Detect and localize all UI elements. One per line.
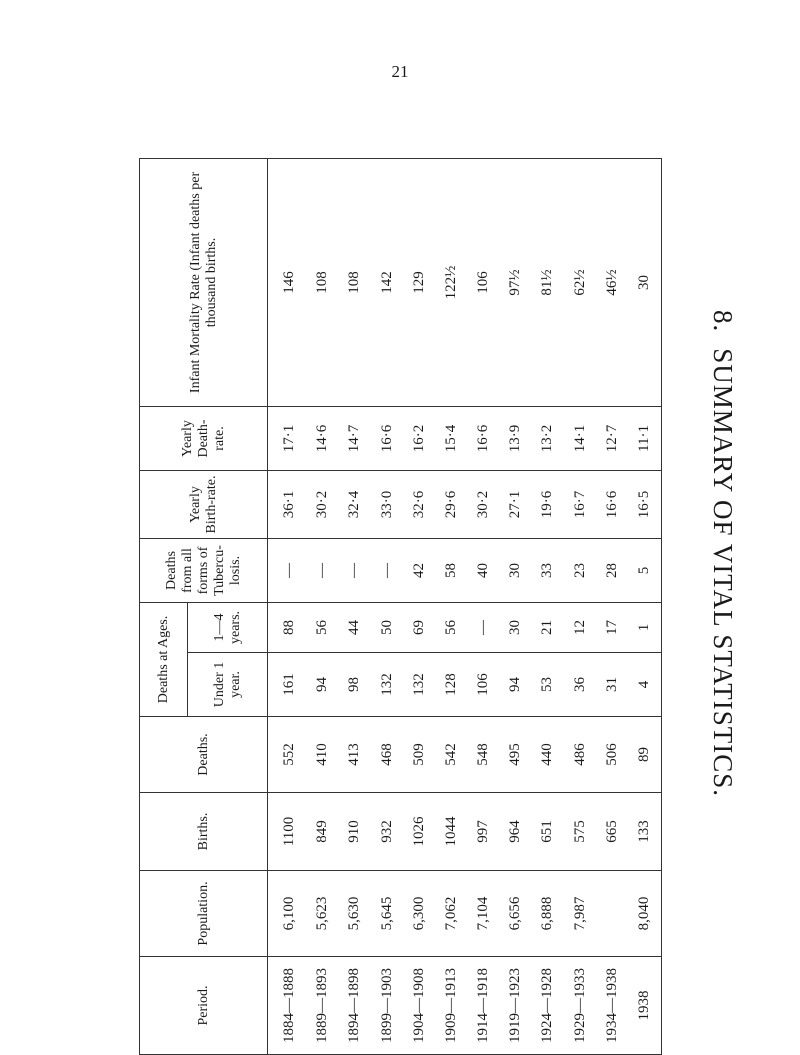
cell-death-rate: 16·6: [468, 406, 500, 470]
cell-tb: 58: [435, 538, 467, 602]
section-title-text: SUMMARY OF VITAL STATISTICS.: [708, 348, 738, 797]
section-title: [707, 310, 738, 813]
cell-infant: 97½: [500, 158, 532, 406]
table-row: [564, 158, 596, 1054]
table-row: [468, 158, 500, 1054]
cell-population: 7,104: [468, 871, 500, 957]
cell-birth-rate: 29·6: [435, 470, 467, 538]
cell-population: 6,300: [403, 871, 435, 957]
cell-population: 8,040: [628, 871, 661, 957]
cell-period: 1909—1913: [435, 957, 467, 1055]
cell-birth-rate: 16·5: [628, 470, 661, 538]
cell-tb: 5: [628, 538, 661, 602]
cell-under-1: 128: [435, 653, 467, 717]
cell-infant: 81½: [532, 158, 564, 406]
cell-death-rate: 11·1: [628, 406, 661, 470]
cell-births: 932: [371, 793, 403, 871]
cell-period: 1894—1898: [339, 957, 371, 1055]
header-births: Births.: [140, 793, 268, 871]
vital-statistics-table-wrapper: [139, 159, 662, 1055]
cell-under-1: 132: [371, 653, 403, 717]
cell-death-rate: 12·7: [596, 406, 628, 470]
cell-population: 5,645: [371, 871, 403, 957]
cell-infant: 122½: [435, 158, 467, 406]
cell-deaths: 506: [596, 717, 628, 793]
cell-death-rate: 13·2: [532, 406, 564, 470]
cell-deaths: 413: [339, 717, 371, 793]
cell-population: 6,100: [268, 871, 307, 957]
cell-under-1: 94: [500, 653, 532, 717]
cell-birth-rate: 36·1: [268, 470, 307, 538]
cell-tb: —: [371, 538, 403, 602]
page-number: 21: [391, 62, 409, 81]
cell-deaths: 509: [403, 717, 435, 793]
cell-ages-1-4: —: [468, 602, 500, 652]
cell-birth-rate: 27·1: [500, 470, 532, 538]
cell-tb: —: [307, 538, 339, 602]
cell-birth-rate: 19·6: [532, 470, 564, 538]
cell-ages-1-4: 44: [339, 602, 371, 652]
cell-period: 1934—1938: [596, 957, 628, 1055]
cell-period: 1904—1908: [403, 957, 435, 1055]
cell-birth-rate: 32·6: [403, 470, 435, 538]
cell-population: 6,656: [500, 871, 532, 957]
cell-death-rate: 15·4: [435, 406, 467, 470]
cell-population: 5,623: [307, 871, 339, 957]
cell-under-1: 106: [468, 653, 500, 717]
cell-ages-1-4: 50: [371, 602, 403, 652]
header-deaths-at-ages: Deaths at Ages.: [140, 602, 188, 716]
cell-death-rate: 14·1: [564, 406, 596, 470]
table-row: [339, 158, 371, 1054]
table-row: [500, 158, 532, 1054]
cell-births: 1026: [403, 793, 435, 871]
section-number: 8.: [708, 310, 738, 333]
header-birth-rate: Yearly Birth-rate.: [140, 470, 268, 538]
cell-ages-1-4: 56: [307, 602, 339, 652]
header-ages-1-4: 1—4 years.: [188, 602, 268, 652]
cell-tb: 23: [564, 538, 596, 602]
cell-tb: 42: [403, 538, 435, 602]
header-under-1-year: Under 1 year.: [188, 653, 268, 717]
cell-population: 6,888: [532, 871, 564, 957]
cell-death-rate: 13·9: [500, 406, 532, 470]
header-period: Period.: [140, 957, 268, 1055]
cell-deaths: 410: [307, 717, 339, 793]
cell-ages-1-4: 56: [435, 602, 467, 652]
cell-ages-1-4: 12: [564, 602, 596, 652]
cell-tb: —: [339, 538, 371, 602]
table-row: [628, 158, 661, 1054]
header-death-rate: Yearly Death-rate.: [140, 406, 268, 470]
vital-statistics-table: [139, 158, 662, 1055]
cell-births: 651: [532, 793, 564, 871]
cell-death-rate: 17·1: [268, 406, 307, 470]
cell-under-1: 94: [307, 653, 339, 717]
cell-under-1: 161: [268, 653, 307, 717]
cell-tb: 28: [596, 538, 628, 602]
table-row: [403, 158, 435, 1054]
cell-period: 1938: [628, 957, 661, 1055]
cell-deaths: 495: [500, 717, 532, 793]
cell-infant: 106: [468, 158, 500, 406]
cell-deaths: 552: [268, 717, 307, 793]
cell-deaths: 548: [468, 717, 500, 793]
cell-under-1: 132: [403, 653, 435, 717]
table-row: [268, 158, 307, 1054]
cell-births: 1100: [268, 793, 307, 871]
cell-period: 1899—1903: [371, 957, 403, 1055]
table-row: [371, 158, 403, 1054]
cell-infant: 146: [268, 158, 307, 406]
cell-births: 665: [596, 793, 628, 871]
cell-tb: 33: [532, 538, 564, 602]
header-tb-deaths: Deaths from all forms of Tubercu-losis.: [140, 538, 268, 602]
cell-infant: 142: [371, 158, 403, 406]
cell-births: 1044: [435, 793, 467, 871]
table-row: [307, 158, 339, 1054]
cell-birth-rate: 16·6: [596, 470, 628, 538]
cell-population: 7,987: [564, 871, 596, 957]
cell-ages-1-4: 30: [500, 602, 532, 652]
cell-infant: 108: [307, 158, 339, 406]
cell-births: 575: [564, 793, 596, 871]
cell-birth-rate: 32·4: [339, 470, 371, 538]
cell-births: 133: [628, 793, 661, 871]
cell-deaths: 468: [371, 717, 403, 793]
cell-period: 1914—1918: [468, 957, 500, 1055]
cell-birth-rate: 33·0: [371, 470, 403, 538]
cell-population: [596, 871, 628, 957]
cell-period: 1919—1923: [500, 957, 532, 1055]
cell-period: 1929—1933: [564, 957, 596, 1055]
header-population: Population.: [140, 871, 268, 957]
header-infant-mortality: Infant Mortality Rate (Infant deaths per thousand births.: [140, 158, 268, 406]
cell-infant: 108: [339, 158, 371, 406]
cell-births: 849: [307, 793, 339, 871]
cell-deaths: 542: [435, 717, 467, 793]
cell-death-rate: 14·7: [339, 406, 371, 470]
cell-births: 910: [339, 793, 371, 871]
table-body: [268, 158, 662, 1054]
cell-under-1: 31: [596, 653, 628, 717]
cell-infant: 30: [628, 158, 661, 406]
cell-deaths: 486: [564, 717, 596, 793]
cell-tb: 30: [500, 538, 532, 602]
cell-under-1: 4: [628, 653, 661, 717]
table-row: [435, 158, 467, 1054]
cell-population: 5,630: [339, 871, 371, 957]
cell-death-rate: 14·6: [307, 406, 339, 470]
cell-ages-1-4: 17: [596, 602, 628, 652]
cell-births: 997: [468, 793, 500, 871]
table-row: [596, 158, 628, 1054]
cell-ages-1-4: 88: [268, 602, 307, 652]
cell-deaths: 440: [532, 717, 564, 793]
cell-infant: 129: [403, 158, 435, 406]
cell-ages-1-4: 21: [532, 602, 564, 652]
cell-tb: 40: [468, 538, 500, 602]
cell-birth-rate: 30·2: [307, 470, 339, 538]
cell-period: 1884—1888: [268, 957, 307, 1055]
cell-deaths: 89: [628, 717, 661, 793]
cell-period: 1889—1893: [307, 957, 339, 1055]
cell-death-rate: 16·2: [403, 406, 435, 470]
cell-under-1: 98: [339, 653, 371, 717]
cell-death-rate: 16·6: [371, 406, 403, 470]
header-deaths: Deaths.: [140, 717, 268, 793]
cell-under-1: 53: [532, 653, 564, 717]
cell-births: 964: [500, 793, 532, 871]
cell-tb: —: [268, 538, 307, 602]
cell-under-1: 36: [564, 653, 596, 717]
cell-birth-rate: 16·7: [564, 470, 596, 538]
cell-period: 1924—1928: [532, 957, 564, 1055]
cell-population: 7,062: [435, 871, 467, 957]
cell-infant: 62½: [564, 158, 596, 406]
cell-ages-1-4: 1: [628, 602, 661, 652]
cell-ages-1-4: 69: [403, 602, 435, 652]
table-row: [532, 158, 564, 1054]
cell-birth-rate: 30·2: [468, 470, 500, 538]
cell-infant: 46½: [596, 158, 628, 406]
